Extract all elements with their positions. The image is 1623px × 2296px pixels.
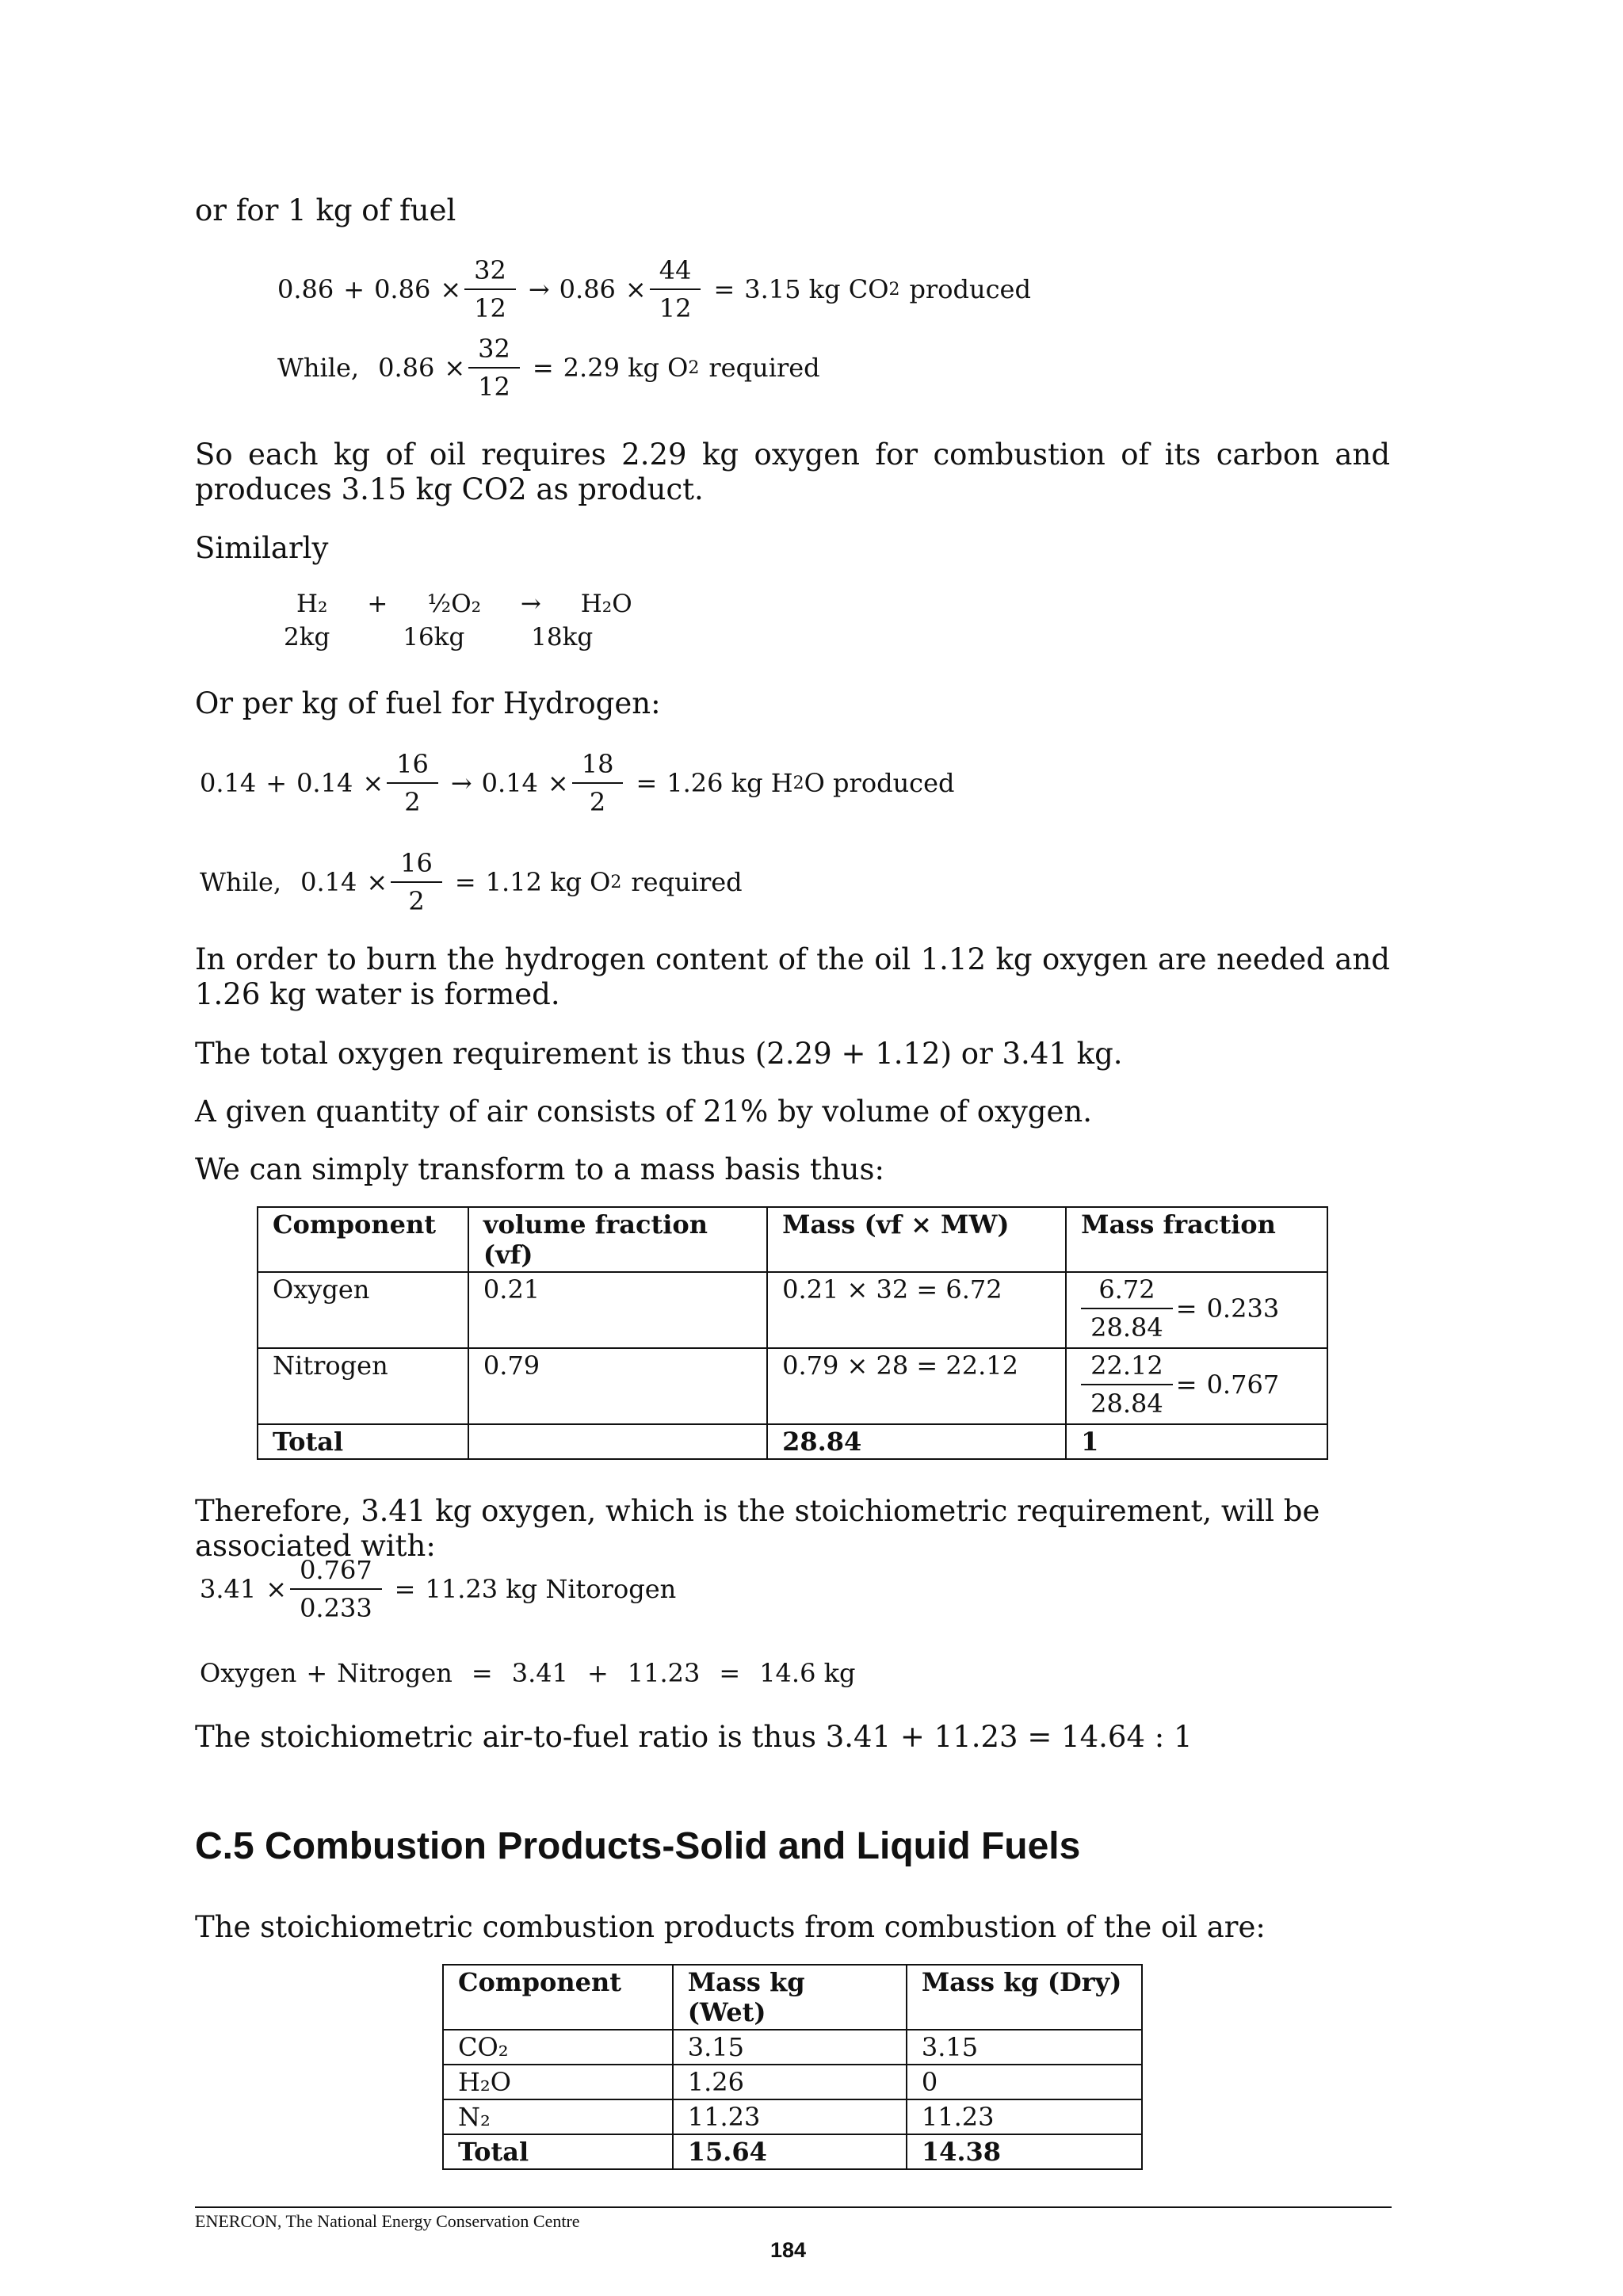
mass-basis-text: We can simply transform to a mass basis thus:: [195, 1152, 884, 1186]
air-composition-table: [257, 1206, 1328, 1460]
air-fuel-ratio-text: The stoichiometric air-to-fuel ratio is thus 3.41 + 11.23 = 14.64 : 1: [195, 1720, 1193, 1754]
paragraph-carbon: So each kg of oil requires 2.29 kg oxygen for combustion of its carbon and produces 3.15 kg CO2 as product.: [195, 437, 1390, 506]
similarly-text: Similarly: [195, 531, 329, 565]
total-oxygen-text: The total oxygen requirement is thus (2.29 + 1.12) or 3.41 kg.: [195, 1037, 1123, 1071]
intro-text: or for 1 kg of fuel: [195, 193, 456, 227]
fraction: $\frac{0.767}{0.233}$: [295, 1555, 377, 1623]
combustion-products-table: [442, 1964, 1143, 2170]
table-row: Oxygen 0.21 0.21 × 32 = 6.72 $\frac{6.72}{28.84}$ = 0.233: [258, 1272, 1327, 1348]
paragraph-hydrogen: In order to burn the hydrogen content of the oil 1.12 kg oxygen are needed and 1.26 kg water is formed.: [195, 942, 1390, 1011]
table-header-row: Component Mass kg (Wet) Mass kg (Dry): [443, 1965, 1142, 2030]
table-total-row: Total 28.84 1: [258, 1424, 1327, 1459]
table-row: N₂ 11.23 11.23: [443, 2099, 1142, 2134]
footer-rule: [195, 2206, 1392, 2208]
carbon-equation-produced: 0.86 + 0.86 × $\frac{32}{12}$ → 0.86 × $\frac{44}{12}$ = 3.15 kg CO 2 produced: [277, 255, 1031, 323]
mass-fraction-cell: $\frac{22.12}{28.84}$ = 0.767: [1066, 1348, 1327, 1424]
fraction: $\frac{44}{12}$: [655, 255, 697, 323]
table-row: H₂O 1.26 0: [443, 2065, 1142, 2099]
section-heading: C.5 Combustion Products-Solid and Liquid Fuels: [195, 1825, 1081, 1867]
air-oxygen-text: A given quantity of air consists of 21% by volume of oxygen.: [195, 1095, 1092, 1129]
hydrogen-equation-required: While, 0.14 × $\frac{16}{2}$ = 1.12 kg O 2 required: [200, 848, 743, 916]
table-row: Nitrogen 0.79 0.79 × 28 = 22.12 $\frac{22.12}{28.84}$ = 0.767: [258, 1348, 1327, 1424]
mass-fraction-cell: $\frac{6.72}{28.84}$ = 0.233: [1066, 1272, 1327, 1348]
fraction: $\frac{32}{12}$: [469, 255, 511, 323]
table-row: CO₂ 3.15 3.15: [443, 2030, 1142, 2065]
nitrogen-equation: 3.41 × $\frac{0.767}{0.233}$ = 11.23 kg Nitorogen: [200, 1555, 677, 1623]
page-number: 184: [770, 2238, 807, 2262]
reaction-formula: H₂ + ½O₂ → H₂O: [296, 590, 632, 618]
therefore-text: Therefore, 3.41 kg oxygen, which is the stoichiometric requirement, will be associated with:: [195, 1494, 1320, 1563]
table-total-row: Total 15.64 14.38: [443, 2134, 1142, 2169]
products-intro-text: The stoichiometric combustion products from combustion of the oil are:: [195, 1910, 1266, 1944]
fraction: $\frac{18}{2}$: [577, 749, 619, 817]
hydrogen-equation-produced: 0.14 + 0.14 × $\frac{16}{2}$ → 0.14 × $\frac{18}{2}$ = 1.26 kg H 2 O produced: [200, 749, 955, 817]
sum-equation: Oxygen + Nitrogen = 3.41 + 11.23 = 14.6 kg: [200, 1658, 856, 1688]
fraction: $\frac{16}{2}$: [395, 848, 437, 916]
fraction: $\frac{16}{2}$: [391, 749, 433, 817]
reaction-masses: 2kg 16kg 18kg: [284, 623, 594, 651]
carbon-equation-required: While, 0.86 × $\frac{32}{12}$ = 2.29 kg O 2 required: [277, 334, 820, 402]
footer-organization: ENERCON, The National Energy Conservation Centre: [195, 2211, 580, 2231]
per-kg-hydrogen-text: Or per kg of fuel for Hydrogen:: [195, 686, 661, 720]
table-header-row: Component volume fraction (vf) Mass (vf × MW) Mass fraction: [258, 1207, 1327, 1272]
fraction: $\frac{32}{12}$: [473, 334, 515, 402]
